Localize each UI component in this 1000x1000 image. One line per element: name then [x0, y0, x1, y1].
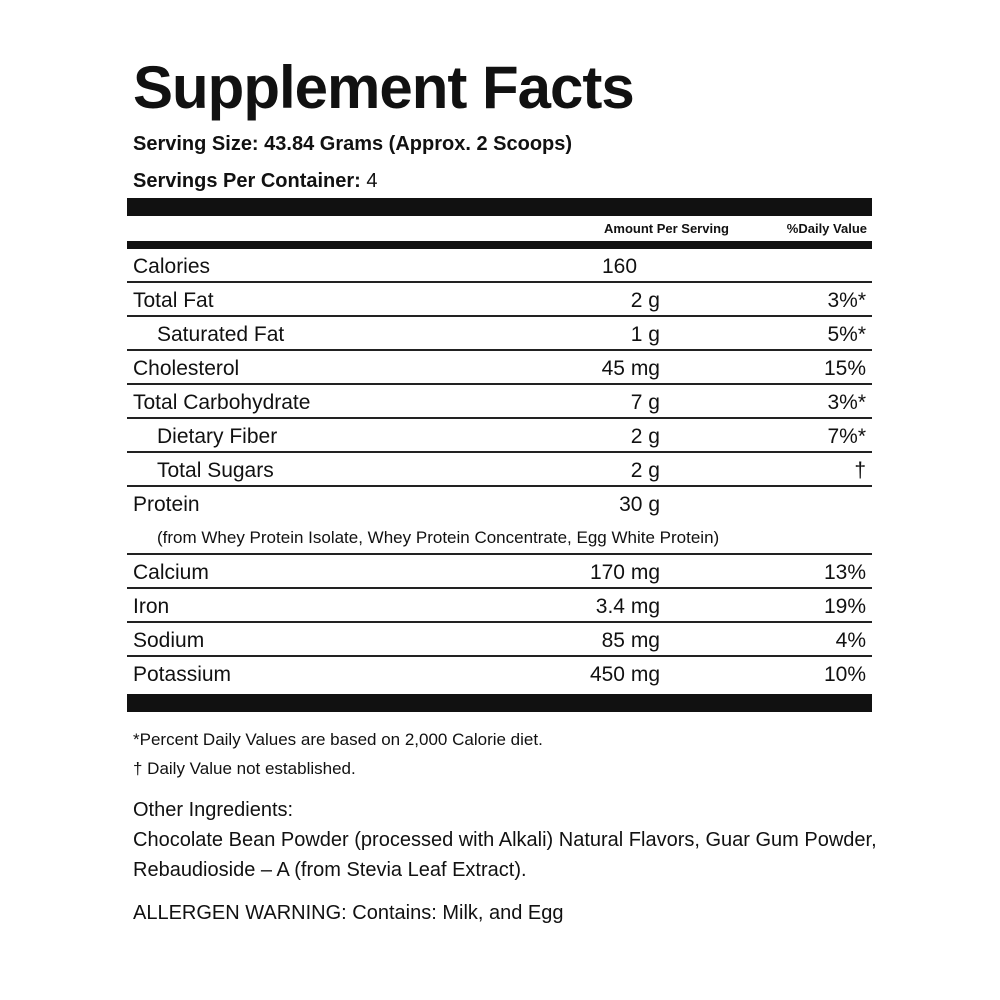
nutrient-daily-value: 4% — [835, 629, 866, 652]
nutrient-row-potassium — [127, 657, 872, 691]
protein-source-text: (from Whey Protein Isolate, Whey Protein Concentrate, Egg White Protein) — [157, 528, 720, 547]
other-ingredients-heading: Other Ingredients: — [133, 799, 294, 821]
divider-bar-middle — [127, 241, 872, 249]
divider-bar-top — [127, 198, 872, 216]
allergen-warning: ALLERGEN WARNING: Contains: Milk, and Egg — [133, 902, 564, 924]
servings-per-container-value: 4 — [366, 170, 378, 192]
nutrient-row-saturated-fat — [127, 317, 872, 351]
nutrient-amount: 7 g — [630, 391, 660, 414]
nutrient-daily-value: 3%* — [827, 289, 866, 312]
nutrient-name: Sodium — [133, 629, 205, 652]
other-ingredients — [133, 795, 893, 885]
servings-per-container-label: Servings Per Container: — [133, 170, 361, 192]
nutrient-name: Total Sugars — [157, 459, 274, 482]
nutrient-amount: 2 g — [630, 459, 660, 482]
nutrient-name: Calcium — [133, 561, 209, 584]
nutrient-name: Cholesterol — [133, 357, 240, 380]
nutrient-daily-value: 10% — [823, 663, 866, 686]
nutrient-row-calcium — [127, 555, 872, 589]
nutrient-amount: 30 g — [619, 493, 660, 516]
nutrient-name: Total Fat — [133, 289, 214, 312]
protein-source-note — [127, 521, 872, 555]
nutrient-name: Iron — [133, 595, 170, 618]
nutrient-daily-value: † — [854, 459, 866, 482]
nutrient-daily-value: 19% — [823, 595, 866, 618]
nutrient-row-protein — [127, 487, 872, 521]
other-ingredients-text: Chocolate Bean Powder (processed with Alkali) Natural Flavors, Guar Gum Powder, Rebaudioside – A (from Stevia Leaf Extract). — [133, 829, 877, 881]
nutrient-amount: 160 — [602, 255, 638, 278]
nutrient-daily-value: 15% — [823, 357, 866, 380]
nutrient-amount: 1 g — [630, 323, 660, 346]
nutrient-row-iron — [127, 589, 872, 623]
nutrient-row-total-sugars — [127, 453, 872, 487]
nutrient-amount: 45 mg — [601, 357, 660, 380]
nutrient-amount: 170 mg — [589, 561, 660, 584]
nutrient-row-cholesterol — [127, 351, 872, 385]
nutrient-daily-value: 7%* — [827, 425, 866, 448]
nutrient-daily-value: 5%* — [827, 323, 866, 346]
nutrient-row-total-carbohydrate — [127, 385, 872, 419]
column-header-amount: Amount Per Serving — [604, 221, 729, 236]
nutrient-row-total-fat — [127, 283, 872, 317]
nutrient-amount: 2 g — [630, 289, 660, 312]
nutrient-row-calories — [127, 249, 872, 283]
nutrient-name: Protein — [133, 493, 200, 516]
nutrient-name: Potassium — [133, 663, 232, 686]
nutrient-name: Calories — [133, 255, 211, 278]
footnote-percent-daily-value: *Percent Daily Values are based on 2,000 Calorie diet. — [133, 730, 543, 749]
nutrient-row-sodium — [127, 623, 872, 657]
footnote-dagger: † Daily Value not established. — [133, 759, 356, 778]
nutrient-amount: 450 mg — [589, 663, 660, 686]
page-title: Supplement Facts — [133, 54, 634, 121]
nutrient-daily-value: 13% — [823, 561, 866, 584]
nutrient-row-dietary-fiber — [127, 419, 872, 453]
nutrient-table — [127, 249, 872, 691]
nutrient-amount: 2 g — [630, 425, 660, 448]
nutrient-amount: 85 mg — [601, 629, 660, 652]
servings-per-container — [133, 170, 378, 193]
nutrient-name: Saturated Fat — [157, 323, 285, 346]
nutrient-name: Dietary Fiber — [157, 425, 278, 448]
nutrient-name: Total Carbohydrate — [133, 391, 311, 414]
divider-bar-bottom — [127, 694, 872, 712]
nutrient-amount: 3.4 mg — [595, 595, 660, 618]
column-header-daily-value: %Daily Value — [786, 221, 867, 236]
serving-size: Serving Size: 43.84 Grams (Approx. 2 Scoops) — [133, 133, 573, 155]
nutrient-daily-value: 3%* — [827, 391, 866, 414]
